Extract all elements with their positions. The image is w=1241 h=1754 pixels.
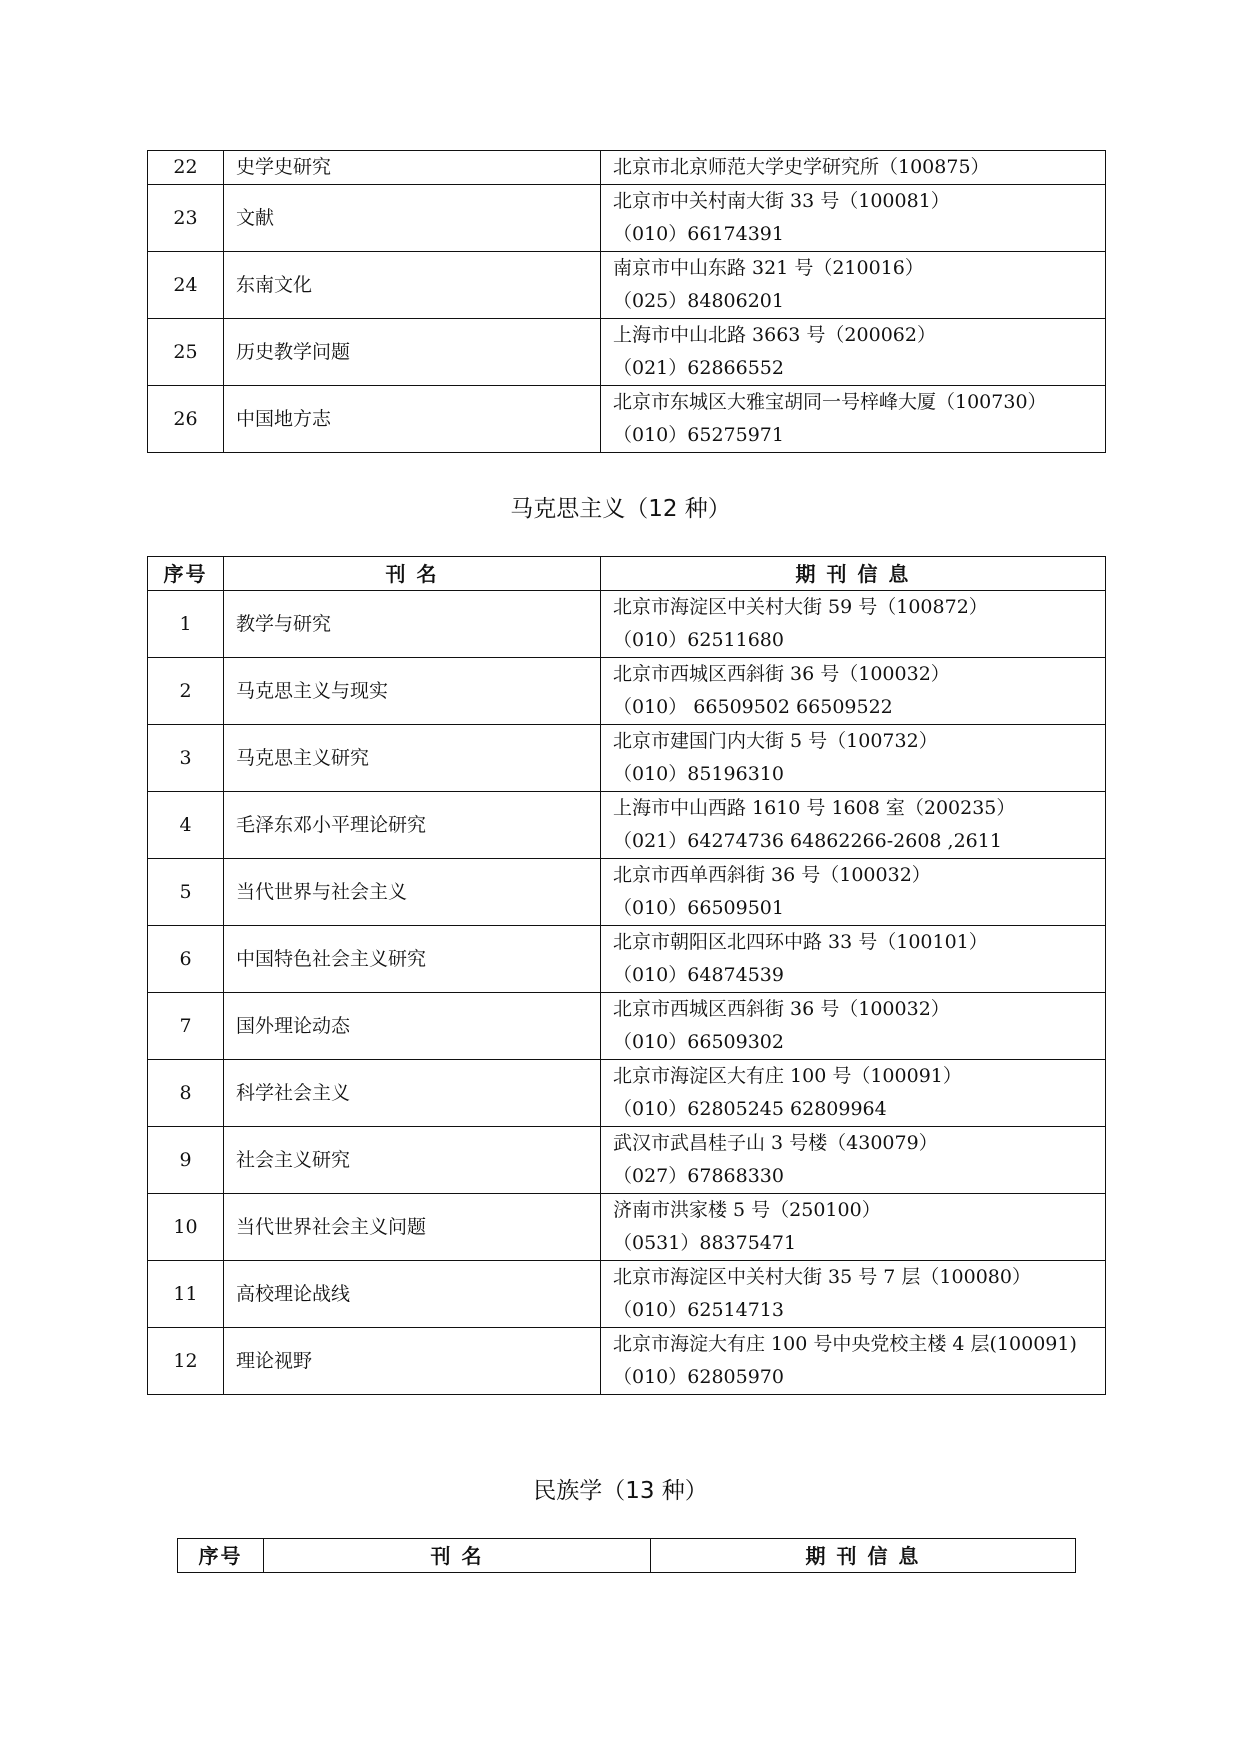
- journal-info: [601, 1328, 1106, 1395]
- table-row: [148, 591, 1106, 658]
- journal-info: [601, 185, 1106, 252]
- table-row: [148, 252, 1106, 319]
- journal-info: [601, 993, 1106, 1060]
- journal-number: 23: [148, 185, 224, 252]
- journal-number: 12: [148, 1328, 224, 1395]
- journal-number: 3: [148, 725, 224, 792]
- journal-number: 5: [148, 859, 224, 926]
- table-row: [148, 1194, 1106, 1261]
- journal-address: 武汉市武昌桂子山 3 号楼（430079）: [613, 1132, 938, 1154]
- journal-number: 24: [148, 252, 224, 319]
- journal-name: 国外理论动态: [224, 993, 601, 1060]
- journal-number: 8: [148, 1060, 224, 1127]
- table-body: [148, 151, 1106, 453]
- journal-number: 7: [148, 993, 224, 1060]
- journal-name: 当代世界与社会主义: [224, 859, 601, 926]
- journal-info: [601, 386, 1106, 453]
- journal-name: 毛泽东邓小平理论研究: [224, 792, 601, 859]
- journal-address: 北京市海淀区大有庄 100 号（100091）: [613, 1065, 962, 1087]
- journal-phone: （010）66509501: [613, 897, 784, 919]
- journal-phone: （010）62805970: [613, 1366, 784, 1388]
- table-row: [148, 1261, 1106, 1328]
- journal-info: [601, 1060, 1106, 1127]
- journal-info: [601, 1261, 1106, 1328]
- journal-name: 高校理论战线: [224, 1261, 601, 1328]
- journal-info: [601, 926, 1106, 993]
- journal-address: 北京市北京师范大学史学研究所（100875）: [613, 156, 990, 178]
- journal-info: [601, 859, 1106, 926]
- journal-phone: （0531）88375471: [613, 1232, 797, 1254]
- header-info: 期 刊 信 息: [601, 557, 1106, 591]
- journal-info: [601, 1127, 1106, 1194]
- journal-table-ethnology: [177, 1538, 1076, 1573]
- journal-phone: （010） 66509502 66509522: [613, 696, 893, 718]
- header-name: 刊 名: [264, 1539, 651, 1573]
- journal-info: [601, 1194, 1106, 1261]
- table-row: [148, 1127, 1106, 1194]
- table-row: [148, 859, 1106, 926]
- journal-number: 9: [148, 1127, 224, 1194]
- table-row: [148, 725, 1106, 792]
- table-row: [148, 386, 1106, 453]
- journal-info: [601, 792, 1106, 859]
- journal-number: 6: [148, 926, 224, 993]
- journal-address: 上海市中山北路 3663 号（200062）: [613, 324, 936, 346]
- header-num: 序号: [178, 1539, 264, 1573]
- journal-phone: （010）64874539: [613, 964, 784, 986]
- journal-table-history-continued: [147, 150, 1106, 453]
- journal-name: 社会主义研究: [224, 1127, 601, 1194]
- journal-phone: （010）66509302: [613, 1031, 784, 1053]
- journal-phone: （010）62805245 62809964: [613, 1098, 887, 1120]
- journal-phone: （027）67868330: [613, 1165, 784, 1187]
- journal-table-marxism: [147, 556, 1106, 1395]
- journal-address: 北京市建国门内大街 5 号（100732）: [613, 730, 938, 752]
- journal-name: 文献: [224, 185, 601, 252]
- section-title-ethnology: 民族学（13 种）: [533, 1478, 708, 1504]
- journal-name: 东南文化: [224, 252, 601, 319]
- journal-number: 10: [148, 1194, 224, 1261]
- journal-phone: （010）65275971: [613, 424, 784, 446]
- table-row: [148, 792, 1106, 859]
- header-info: 期 刊 信 息: [651, 1539, 1076, 1573]
- journal-name: 当代世界社会主义问题: [224, 1194, 601, 1261]
- journal-address: 南京市中山东路 321 号（210016）: [613, 257, 924, 279]
- journal-number: 22: [148, 151, 224, 185]
- journal-number: 11: [148, 1261, 224, 1328]
- journal-name: 历史教学问题: [224, 319, 601, 386]
- journal-info: [601, 151, 1106, 185]
- journal-address: 北京市朝阳区北四环中路 33 号（100101）: [613, 931, 988, 953]
- journal-name: 史学史研究: [224, 151, 601, 185]
- table-row: [148, 151, 1106, 185]
- journal-number: 25: [148, 319, 224, 386]
- journal-number: 1: [148, 591, 224, 658]
- journal-address: 北京市西单西斜街 36 号（100032）: [613, 864, 931, 886]
- journal-phone: （010）66174391: [613, 223, 784, 245]
- journal-name: 马克思主义研究: [224, 725, 601, 792]
- journal-address: 上海市中山西路 1610 号 1608 室（200235）: [613, 797, 1016, 819]
- journal-address: 北京市海淀区中关村大街 35 号 7 层（100080）: [613, 1266, 1031, 1288]
- journal-name: 马克思主义与现实: [224, 658, 601, 725]
- section-title-marxism: 马克思主义（12 种）: [510, 496, 731, 522]
- table-header-row: [178, 1539, 1076, 1573]
- journal-name: 理论视野: [224, 1328, 601, 1395]
- journal-info: [601, 591, 1106, 658]
- journal-number: 4: [148, 792, 224, 859]
- journal-name: 中国地方志: [224, 386, 601, 453]
- journal-address: 北京市海淀大有庄 100 号中央党校主楼 4 层(100091): [613, 1333, 1077, 1355]
- journal-phone: （021）64274736 64862266-2608 ,2611: [613, 830, 1002, 852]
- table-header-row: [148, 557, 1106, 591]
- table-row: [148, 1060, 1106, 1127]
- journal-number: 26: [148, 386, 224, 453]
- table-body: [148, 591, 1106, 1395]
- journal-info: [601, 725, 1106, 792]
- table-row: [148, 1328, 1106, 1395]
- journal-name: 中国特色社会主义研究: [224, 926, 601, 993]
- journal-info: [601, 658, 1106, 725]
- table-row: [148, 993, 1106, 1060]
- journal-address: 北京市东城区大雅宝胡同一号梓峰大厦（100730）: [613, 391, 1047, 413]
- journal-phone: （010）62511680: [613, 629, 784, 651]
- journal-phone: （010）85196310: [613, 763, 784, 785]
- table-row: [148, 658, 1106, 725]
- journal-address: 北京市西城区西斜街 36 号（100032）: [613, 998, 950, 1020]
- journal-info: [601, 252, 1106, 319]
- table-row: [148, 926, 1106, 993]
- journal-phone: （025）84806201: [613, 290, 784, 312]
- journal-address: 北京市西城区西斜街 36 号（100032）: [613, 663, 950, 685]
- journal-number: 2: [148, 658, 224, 725]
- header-name: 刊 名: [224, 557, 601, 591]
- journal-name: 教学与研究: [224, 591, 601, 658]
- journal-address: 北京市中关村南大街 33 号（100081）: [613, 190, 950, 212]
- journal-info: [601, 319, 1106, 386]
- journal-phone: （021）62866552: [613, 357, 784, 379]
- table-row: [148, 185, 1106, 252]
- journal-name: 科学社会主义: [224, 1060, 601, 1127]
- journal-phone: （010）62514713: [613, 1299, 784, 1321]
- journal-address: 济南市洪家楼 5 号（250100）: [613, 1199, 881, 1221]
- header-num: 序号: [148, 557, 224, 591]
- table-row: [148, 319, 1106, 386]
- journal-address: 北京市海淀区中关村大街 59 号（100872）: [613, 596, 988, 618]
